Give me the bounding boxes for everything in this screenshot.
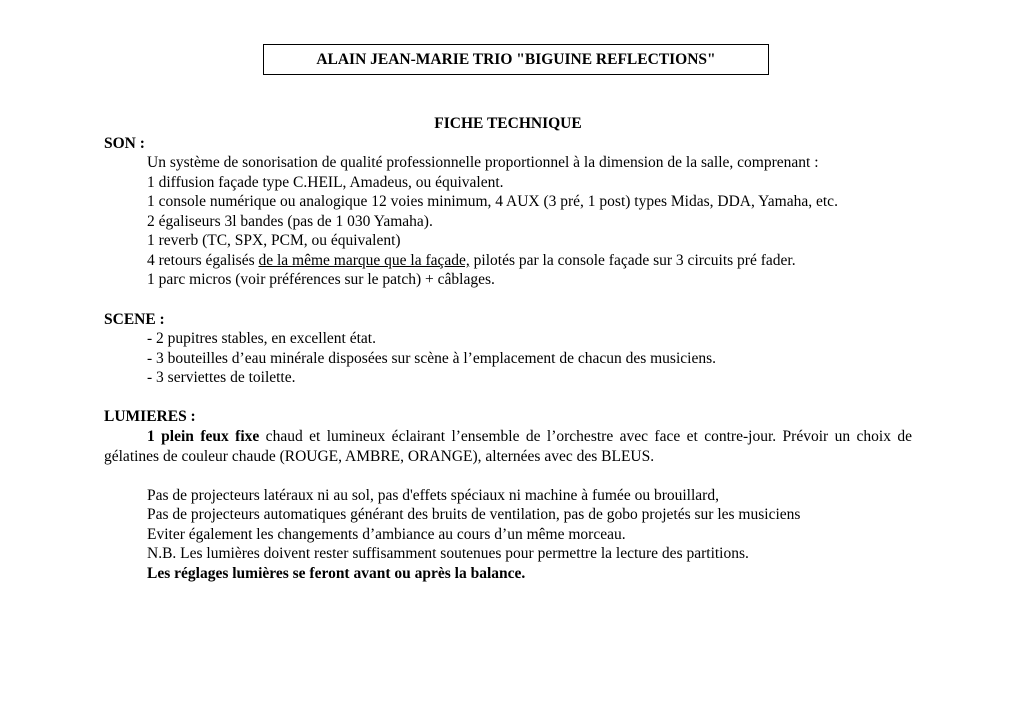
son-intro: Un système de sonorisation de qualité professionnelle proportionnel à la dimension de la salle, comprenant : (147, 154, 819, 171)
son-item-console: 1 console numérique ou analogique 12 voies minimum, 4 AUX (3 pré, 1 post) types Midas, DDA, Yamaha, etc. (147, 193, 838, 210)
son-item-diffusion: 1 diffusion façade type C.HEIL, Amadeus, ou équivalent. (147, 174, 504, 191)
lumieres-paragraph-text: chaud et lumineux éclairant l’ensemble de l’orchestre avec face et contre-jour. Prévoir un choix de gélatines de couleur chaude (ROUGE, AMBRE, ORANGE), alternées avec des BLEUS. (104, 428, 912, 465)
son-item-reverb: 1 reverb (TC, SPX, PCM, ou équivalent) (147, 232, 401, 249)
lumieres-line-projecteurs-automatiques: Pas de projecteurs automatiques générant des bruits de ventilation, pas de gobo projetés sur les musiciens (147, 506, 801, 523)
lumieres-final-bold: Les réglages lumières se feront avant ou après la balance. (147, 565, 526, 582)
son-item-micros: 1 parc micros (voir préférences sur le patch) + câblages. (147, 271, 495, 288)
document-title: ALAIN JEAN-MARIE TRIO "BIGUINE REFLECTIONS" (263, 44, 769, 75)
scene-heading: SCENE : (104, 311, 165, 328)
retours-text-end: pilotés par la console façade sur 3 circuits pré fader. (469, 252, 796, 269)
scene-item-pupitres: - 2 pupitres stables, en excellent état. (147, 330, 376, 347)
lumieres-line-eviter: Eviter également les changements d’ambiance au cours d’un même morceau. (147, 526, 626, 543)
son-item-egaliseurs: 2 égaliseurs 3l bandes (pas de 1 030 Yamaha). (147, 213, 433, 230)
scene-item-serviettes: - 3 serviettes de toilette. (147, 369, 296, 386)
retours-underlined-text: de la même marque que la façade, (258, 252, 470, 269)
lumieres-line-nb: N.B. Les lumières doivent rester suffisamment soutenues pour permettre la lecture des partitions. (147, 545, 749, 562)
scene-item-bouteilles: - 3 bouteilles d’eau minérale disposées sur scène à l’emplacement de chacun des musiciens. (147, 350, 716, 367)
retours-text-start: 4 retours égalisés (147, 252, 259, 269)
lumieres-heading: LUMIERES : (104, 408, 196, 425)
fiche-technique-title: FICHE TECHNIQUE (434, 115, 582, 132)
lumieres-line-projecteurs-lateraux: Pas de projecteurs latéraux ni au sol, pas d'effets spéciaux ni machine à fumée ou brouillard, (147, 487, 719, 504)
lumieres-paragraph (104, 427, 912, 466)
son-heading: SON : (104, 135, 145, 152)
son-item-retours (147, 251, 796, 270)
plein-feux-bold: 1 plein feux fixe (147, 428, 260, 445)
